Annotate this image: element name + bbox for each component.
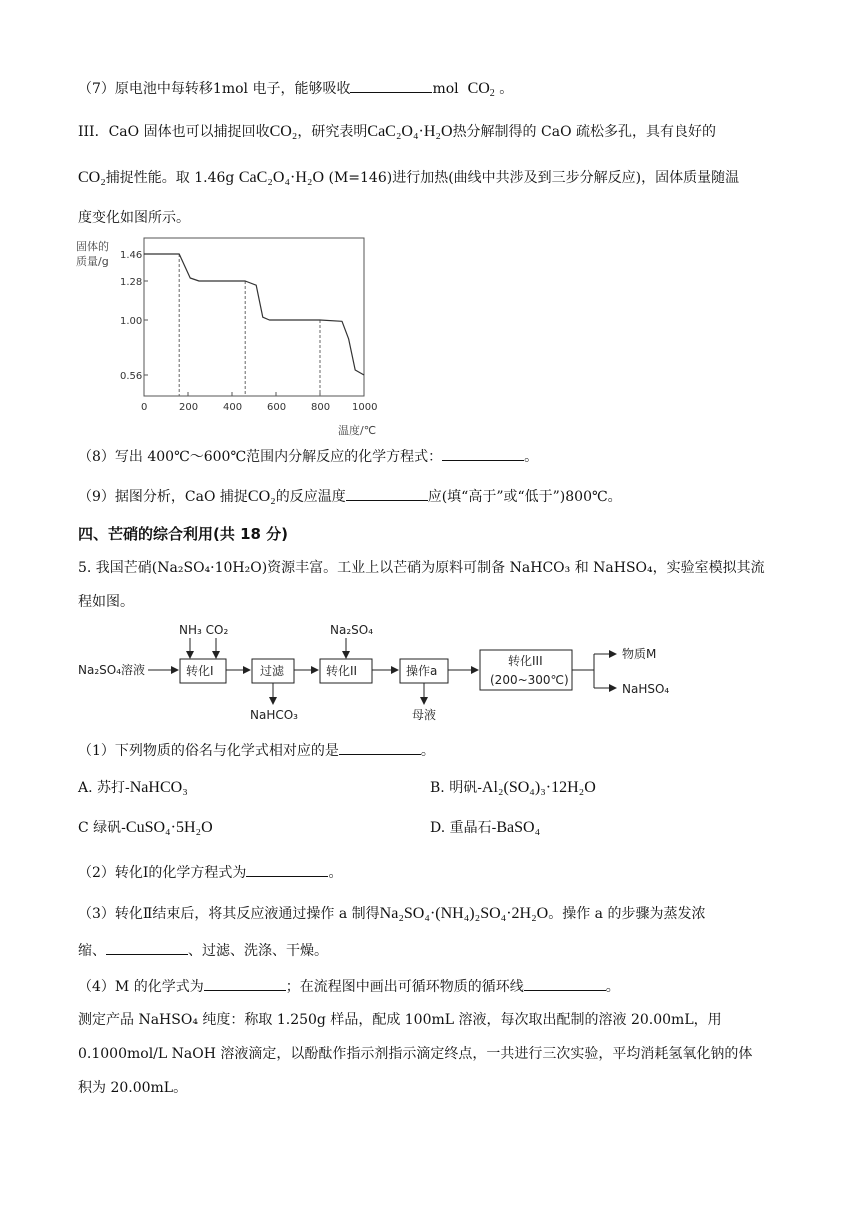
option-c: C 绿矾-CuSO₄·5H₂O [78,819,213,836]
box-operation-a-label: 操作a [406,664,438,678]
option-c-formula: CuSO₄·5H₂O [125,819,213,836]
box-conversion-1-label: 转化I [186,664,214,678]
na2so4-label: Na₂SO₄ [330,623,374,637]
y-tick-label: 1.46 [120,250,143,261]
q7-unit: mol [432,81,459,97]
answer-blank [524,976,606,991]
question-4: （4）M 的化学式为 ；在流程图中画出可循环物质的循环线 。 [78,976,620,997]
cac2o4-formula: CaC₂O₄·H₂O [238,169,325,186]
answer-blank [204,976,286,991]
co2-formula: $CO_2$ [467,80,495,99]
measurement-line2: 0.1000mol/L NaOH 溶液滴定，以酚酞作指示剂指示滴定终点，一共进行三次实验，平均消耗氢氧化钠的体 [78,1046,753,1062]
option-d: D. 重晶石-BaSO₄ [430,819,541,836]
nahco3-label: NaHCO₃ [250,708,298,722]
q7-end: 。 [499,81,514,97]
option-b-formula: Al₂(SO₄)₃·12H₂O [481,779,596,796]
box-filter-label: 过滤 [260,664,285,678]
y-tick-label: 0.56 [120,371,143,382]
answer-blank [339,740,421,755]
question-5-line2: 程如图。 [78,594,134,610]
option-d-formula: BaSO₄ [496,819,541,836]
measurement-line1: 测定产品 NaHSO₄ 纯度：称取 1.250g 样品，配成 100mL 溶液，每次取出配制的溶液 20.00mL，用 [78,1012,722,1028]
co2-formula: CO₂ [269,123,298,140]
part3-line1: III．CaO 固体也可以捕捉回收CO₂，研究表明CaC₂O₄·H₂O热分解制得的 CaO 疏松多孔，具有良好的 [78,123,716,140]
process-flow-diagram [76,618,696,728]
option-b: B. 明矾-Al₂(SO₄)₃·12H₂O [430,779,596,796]
double-salt-formula: Na₂SO₄·(NH₄)₂SO₄·2H₂O [379,905,549,922]
question-7 [78,78,513,104]
option-a: A. 苏打-NaHCO₃ [78,779,188,796]
reagents-label: NH₃ CO₂ [179,623,229,637]
input-label: Na₂SO₄溶液 [78,663,146,677]
co2-formula: CO₂ [247,488,276,505]
cac2o4-formula: CaC₂O₄·H₂O [367,123,453,140]
nahso4-label: NaHSO₄ [622,682,670,696]
question-9: （9）据图分析，CaO 捕捉CO₂的反应温度 应(填“高于”或“低于”)800℃。 [78,488,622,505]
question-5-line1: 5. 我国芒硝(Na₂SO₄·10H₂O)资源丰富。工业上以芒硝为原料可制备 NaHCO₃ 和 NaHSO₄，实验室模拟其流 [78,560,765,576]
q7-text: （7）原电池中每转移 [78,81,213,97]
y-tick-label: 1.00 [120,316,143,327]
x-tick-label: 400 [223,402,243,413]
part3-line2: CO₂捕捉性能。取 1.46g CaC₂O₄·H₂O (M=146)进行加热(曲线中共涉及到三步分解反应)，固体质量随温 [78,169,740,186]
box-conversion-2-label: 转化II [326,664,358,678]
y-axis-label-line2: 质量/g [76,255,109,268]
mass-temperature-chart [74,234,394,440]
answer-blank [442,446,524,461]
q7-text-2: 1mol 电子，能够吸收 [212,81,351,97]
x-axis-label: 温度/℃ [338,424,377,437]
plot-frame [144,238,364,396]
question-1: （1）下列物质的俗名与化学式相对应的是 。 [78,740,435,761]
x-tick-label: 200 [179,402,199,413]
x-tick-label: 600 [267,402,287,413]
measurement-line3: 积为 20.00mL。 [78,1080,188,1096]
product-m-label: 物质M [622,647,657,661]
x-tick-label: 1000 [352,402,378,413]
x-tick-label: 0 [141,402,148,413]
option-a-formula: NaHCO₃ [129,779,188,796]
question-8: （8）写出 400℃～600℃范围内分解反应的化学方程式： 。 [78,446,538,467]
section-heading: 四、芒硝的综合利用(共 18 分) [78,525,289,543]
question-3-line1: （3）转化Ⅱ结束后，将其反应液通过操作 a 制得Na₂SO₄·(NH₄)₂SO₄·2H₂O。操作 a 的步骤为蒸发浓 [78,905,706,922]
mass-curve [144,254,364,375]
part3-line3: 度变化如图所示。 [78,210,190,226]
box-conversion-3-temp: (200~300℃) [490,673,569,687]
answer-blank [246,862,328,877]
answer-blank [106,940,188,955]
mother-liquor-label: 母液 [412,708,437,722]
question-3-line2: 缩、 、过滤、洗涤、干燥。 [78,940,328,961]
box-conversion-3-label: 转化III [508,654,543,668]
answer-blank [350,78,432,93]
answer-blank [346,486,428,501]
y-axis-label-line1: 固体的 [76,240,109,253]
question-2: （2）转化Ⅰ的化学方程式为 。 [78,862,342,883]
co2-formula: CO₂ [78,169,106,186]
y-tick-label: 1.28 [120,277,143,288]
x-tick-label: 800 [311,402,331,413]
